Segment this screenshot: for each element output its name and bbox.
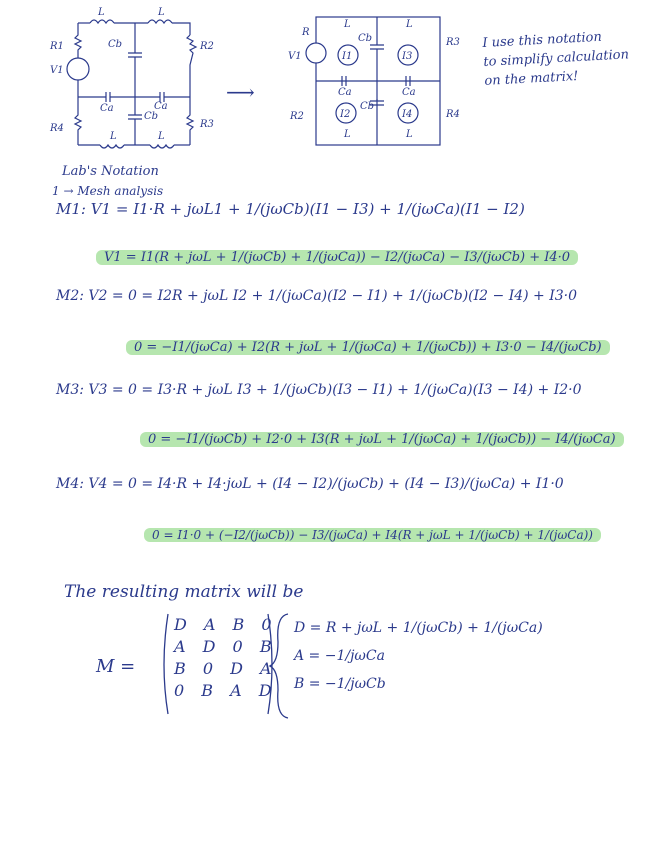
label: L (110, 131, 117, 142)
label: L (98, 7, 105, 18)
circuit-left-diagram (40, 5, 230, 170)
label: L (406, 19, 413, 30)
label: V1 (50, 65, 64, 76)
matrix-row: D A B 0 (174, 615, 278, 634)
side-note (482, 26, 630, 91)
equation-m4: M4: V4 = 0 = I4·R + I4·jωL + (I4 − I2)/(jωCb) + (I4 − I3)/(jωCa) + I1·0 (56, 476, 564, 492)
label: Cb (358, 33, 373, 44)
result-text: The resulting matrix will be (64, 582, 304, 602)
label: I4 (402, 109, 413, 120)
label: R3 (446, 37, 460, 48)
definition-b: B = −1/jωCb (294, 676, 386, 692)
definition-d: D = R + jωL + 1/(jωCb) + 1/(jωCa) (294, 620, 543, 636)
inductor-bottom-left (100, 145, 124, 148)
definition-a: A = −1/jωCa (294, 648, 385, 664)
side-note-line: on the matrix! (484, 69, 579, 89)
label: R3 (200, 119, 214, 130)
caption: Lab's Notation (62, 164, 159, 179)
definitions (294, 614, 543, 698)
circuit-right-diagram (282, 5, 482, 155)
label: R1 (50, 41, 64, 52)
inductor-top-left (90, 20, 114, 23)
label: L (158, 7, 165, 18)
label: R (302, 27, 310, 38)
equation-m3-highlighted: 0 = −I1/(jωCb) + I2·0 + I3(R + jωL + 1/(jωCa) + 1/(jωCb)) − I4/(jωCa) (140, 432, 624, 447)
equation-m3: M3: V3 = 0 = I3·R + jωL I3 + 1/(jωCb)(I3 − I1) + 1/(jωCa)(I3 − I4) + I2·0 (56, 382, 582, 398)
label: I2 (340, 109, 351, 120)
label: Cb (144, 111, 159, 122)
equation-m1-highlighted: V1 = I1(R + jωL + 1/(jωCb) + 1/(jωCa)) − I2/(jωCa) − I3/(jωCb) + I4·0 (96, 250, 578, 265)
label: R2 (290, 111, 304, 122)
label: Ca (100, 103, 114, 114)
side-note-line: to simplify calculation (483, 47, 630, 70)
label: L (158, 131, 165, 142)
label: Ca (154, 101, 168, 112)
equation-m2-highlighted: 0 = −I1/(jωCa) + I2(R + jωL + 1/(jωCa) + 1/(jωCb)) + I3·0 − I4/(jωCb) (126, 340, 610, 355)
arrow: ⟶ (226, 80, 255, 104)
label: Ca (338, 87, 352, 98)
label: V1 (288, 51, 302, 62)
matrix-body (174, 614, 278, 702)
matrix-row: B 0 D A (174, 659, 278, 678)
inductor-top-right (148, 20, 172, 23)
mesh-heading: 1 → Mesh analysis (52, 184, 164, 198)
label: L (406, 129, 413, 140)
matrix-row: 0 B A D (174, 681, 278, 700)
label: R4 (446, 109, 460, 120)
matrix-row: A D 0 B (174, 637, 278, 656)
label: I3 (402, 51, 413, 62)
definitions-brace (268, 612, 292, 720)
matrix-name: M = (96, 656, 136, 677)
label: Ca (402, 87, 416, 98)
label: Cb (360, 101, 375, 112)
label: R2 (200, 41, 214, 52)
label: L (344, 19, 351, 30)
inductor-bottom-right (150, 145, 174, 148)
equation-m2: M2: V2 = 0 = I2R + jωL I2 + 1/(jωCa)(I2 − I1) + 1/(jωCb)(I2 − I4) + I3·0 (56, 288, 578, 304)
side-note-line: I use this notation (482, 29, 603, 51)
label: Cb (108, 39, 123, 50)
label: L (344, 129, 351, 140)
label: R4 (50, 123, 64, 134)
equation-m4-highlighted: 0 = I1·0 + (−I2/(jωCb)) − I3/(jωCa) + I4(R + jωL + 1/(jωCb) + 1/(jωCa)) (144, 528, 601, 542)
equation-m1: M1: V1 = I1·R + jωL1 + 1/(jωCb)(I1 − I3) + 1/(jωCa)(I1 − I2) (56, 200, 525, 218)
label: I1 (342, 51, 353, 62)
